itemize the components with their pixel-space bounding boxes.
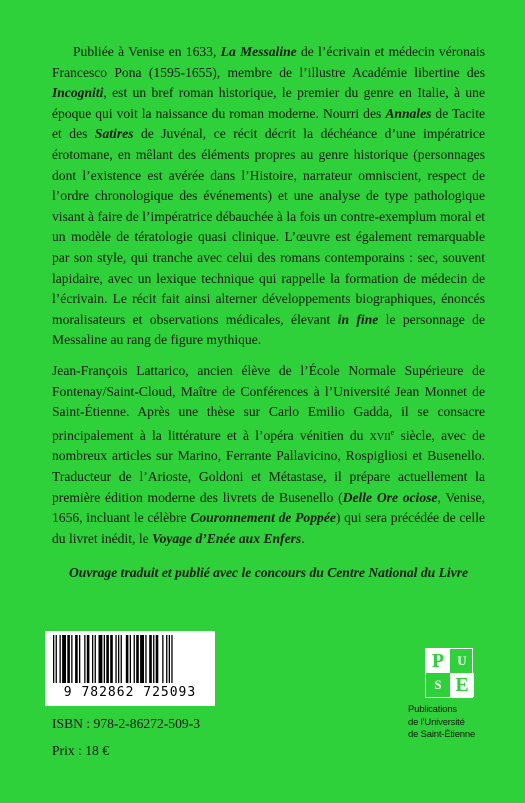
summary-text: de Juvénal, ce récit décrit la déchéance d’une impératrice érotomane, en mêlant des éléments propres au genre historique (personnages dont l’existence est avérée dans l’Histoire, narrateur omniscient, respect de l’ordre chronologique des événements) et une analyse de type pathologique visant à faire de l’impératrice débauchée à la fois un contre-exemplum moral et un modèle de tératologie quasi clinique. L’œuvre est également remarquable par son style, qui tranche avec celui des romans contemporains : sec, souvent lapidaire, avec un lexique technique qui rappelle la formation de médecin de l’écrivain. Le récit fait ainsi alterner développements biographiques, énoncés moralisateurs et observations médicales, élevant (52, 126, 485, 327)
summary-paragraph (52, 42, 485, 351)
academy-name: Incogniti (52, 85, 104, 101)
author-paragraph (52, 361, 485, 549)
work-annales: Annales (385, 105, 432, 121)
book-summary (52, 42, 485, 351)
author-text: , Venise, 1656, incluant le célèbre (52, 489, 485, 526)
publisher-line: de Saint-Étienne (408, 729, 476, 740)
publisher-logo (425, 648, 473, 698)
work-voyage: Voyage d’Enée aux Enfers (152, 530, 302, 546)
publisher-line: de l’Université (408, 716, 465, 728)
price: Prix : 18 € (52, 743, 110, 758)
author-text: ) qui sera précédée de celle du livret inédit, le (52, 510, 485, 546)
author-text: . (301, 530, 305, 546)
author-text: siècle, avec de nombreux articles sur Marino, Ferrante Pallavicino, Rospigliosi et Busenello. Traducteur de l’Arioste, Goldoni et Métastase, il prépare actuellement la première édition moderne des livrets de Busenello ( (52, 427, 485, 505)
logo-grid (425, 648, 473, 698)
summary-text: de Tacite et des (52, 105, 485, 142)
summary-text: , est un bref roman historique, le premier du genre en Italie, à une époque qui voit la naissance du roman moderne. Nourri des (52, 85, 485, 121)
work-satires: Satires (94, 126, 134, 142)
century-superscript: e (390, 427, 395, 437)
work-couronnement: Couronnement de Poppée (190, 510, 336, 526)
publisher-line: Publications (408, 704, 457, 715)
logo-letter-p: P (426, 649, 450, 673)
author-bio (52, 361, 485, 549)
logo-letter-u: U (457, 653, 467, 668)
barcode-bars (51, 635, 209, 683)
summary-text: le personnage de Messaline au rang de figure mythique. (52, 311, 485, 348)
in-fine-phrase: in fine (337, 311, 379, 327)
author-text: Jean-François Lattarico, ancien élève de l’École Normale Supérieure de Fontenay/Saint-Cloud, Maître de Conférences à l’Université Jean Monnet de Saint-Étienne. Après une thèse sur Carlo Emilio Gadda, il se consacre principalement à la littérature et à l’opéra vénitien du (52, 363, 485, 443)
support-notice: Ouvrage traduit et publié avec le concours du Centre National du Livre (68, 565, 469, 580)
summary-text: de l’écrivain et médecin véronais Francesco Pona (1595-1655), membre de l’illustre Académie libertine des (52, 44, 485, 80)
publisher-name (408, 704, 492, 742)
summary-text: Publiée à Venise en 1633, (73, 44, 221, 59)
barcode (45, 631, 215, 706)
book-title: La Messaline (220, 44, 297, 59)
century-numeral: xvii (369, 427, 391, 443)
work-delle-ore: Delle Ore ociose (342, 489, 438, 505)
logo-letter-s: S (434, 677, 442, 692)
isbn: ISBN : 978-2-86272-509-3 (52, 716, 201, 731)
logo-letter-e: E (450, 673, 474, 697)
barcode-digits: 9 782862 725093 (63, 685, 197, 700)
